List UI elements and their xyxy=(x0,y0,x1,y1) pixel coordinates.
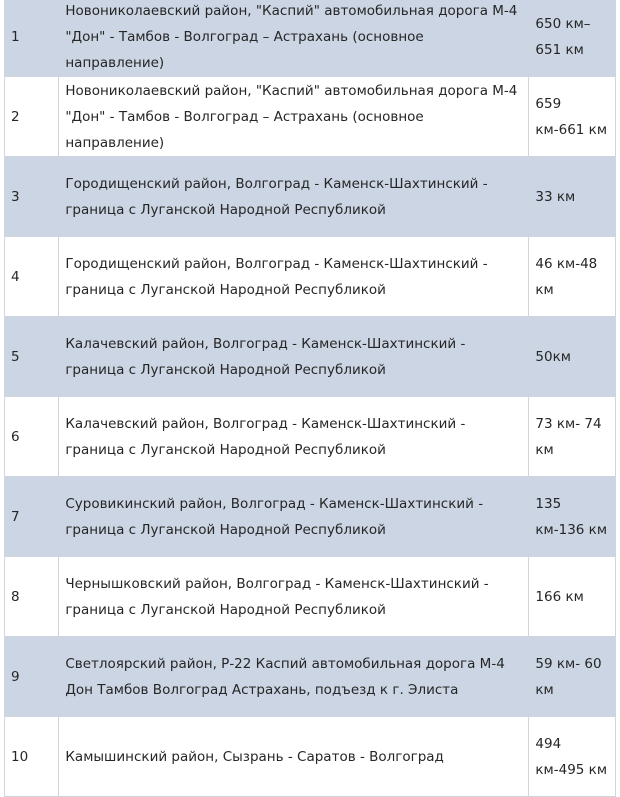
row-description xyxy=(59,477,529,557)
row-km xyxy=(529,557,616,637)
row-km xyxy=(529,477,616,557)
table-row xyxy=(5,717,616,797)
table-row xyxy=(5,557,616,637)
km-text: 166 км xyxy=(535,588,584,605)
description-text: Городищенский район, Волгоград - Каменск-Шахтинский - граница с Луганской Народной Республикой xyxy=(65,175,488,218)
description-text: Суровикинский район, Волгоград - Каменск-Шахтинский - граница с Луганской Народной Республикой xyxy=(65,495,484,538)
km-text: 135 км-136 км xyxy=(535,495,608,538)
row-description xyxy=(59,717,529,797)
description-text: Камышинский район, Сызрань - Саратов - Волгоград xyxy=(65,748,444,765)
description-text: Новониколаевский район, "Каспий" автомобильная дорога М-4 "Дон" - Тамбов - Волгоград – Астрахань (основное направление) xyxy=(65,2,518,71)
row-number: 2 xyxy=(5,77,59,157)
table-row xyxy=(5,637,616,717)
description-text: Калачевский район, Волгоград - Каменск-Шахтинский - граница с Луганской Народной Республикой xyxy=(65,335,466,378)
row-number: 3 xyxy=(5,157,59,237)
description-text: Светлоярский район, Р-22 Каспий автомобильная дорога М-4 Дон Тамбов Волгоград Астрахань, подъезд к г. Элиста xyxy=(65,655,505,698)
row-km xyxy=(529,637,616,717)
km-text: 494 км-495 км xyxy=(535,735,608,778)
row-description xyxy=(59,237,529,317)
row-number: 10 xyxy=(5,717,59,797)
description-text: Новониколаевский район, "Каспий" автомобильная дорога М-4 "Дон" - Тамбов - Волгоград – Астрахань (основное направление) xyxy=(65,82,518,151)
row-km xyxy=(529,317,616,397)
row-km xyxy=(529,77,616,157)
km-text: 73 км- 74 км xyxy=(535,415,602,458)
table-row xyxy=(5,397,616,477)
km-text: 46 км-48 км xyxy=(535,255,598,298)
km-text: 650 км–651 км xyxy=(535,15,591,58)
row-description xyxy=(59,0,529,77)
description-text: Чернышковский район, Волгоград - Каменск-Шахтинский - граница с Луганской Народной Республикой xyxy=(65,575,489,618)
row-number: 8 xyxy=(5,557,59,637)
row-km xyxy=(529,0,616,77)
row-description xyxy=(59,157,529,237)
row-description xyxy=(59,637,529,717)
table-row xyxy=(5,477,616,557)
row-description xyxy=(59,397,529,477)
table-row xyxy=(5,0,616,77)
row-km xyxy=(529,717,616,797)
row-number: 1 xyxy=(5,0,59,77)
row-number: 4 xyxy=(5,237,59,317)
km-text: 50км xyxy=(535,348,571,365)
row-description xyxy=(59,77,529,157)
km-text: 659 км-661 км xyxy=(535,95,608,138)
roads-table xyxy=(4,0,616,797)
description-text: Городищенский район, Волгоград - Каменск-Шахтинский - граница с Луганской Народной Республикой xyxy=(65,255,488,298)
row-number: 9 xyxy=(5,637,59,717)
row-description xyxy=(59,557,529,637)
row-number: 5 xyxy=(5,317,59,397)
row-km xyxy=(529,397,616,477)
km-text: 33 км xyxy=(535,188,576,205)
table-row xyxy=(5,77,616,157)
km-text: 59 км- 60 км xyxy=(535,655,602,698)
row-number: 7 xyxy=(5,477,59,557)
row-number: 6 xyxy=(5,397,59,477)
row-description xyxy=(59,317,529,397)
row-km xyxy=(529,237,616,317)
description-text: Калачевский район, Волгоград - Каменск-Шахтинский - граница с Луганской Народной Республикой xyxy=(65,415,466,458)
table-row xyxy=(5,157,616,237)
table-row xyxy=(5,237,616,317)
row-km xyxy=(529,157,616,237)
table-row xyxy=(5,317,616,397)
